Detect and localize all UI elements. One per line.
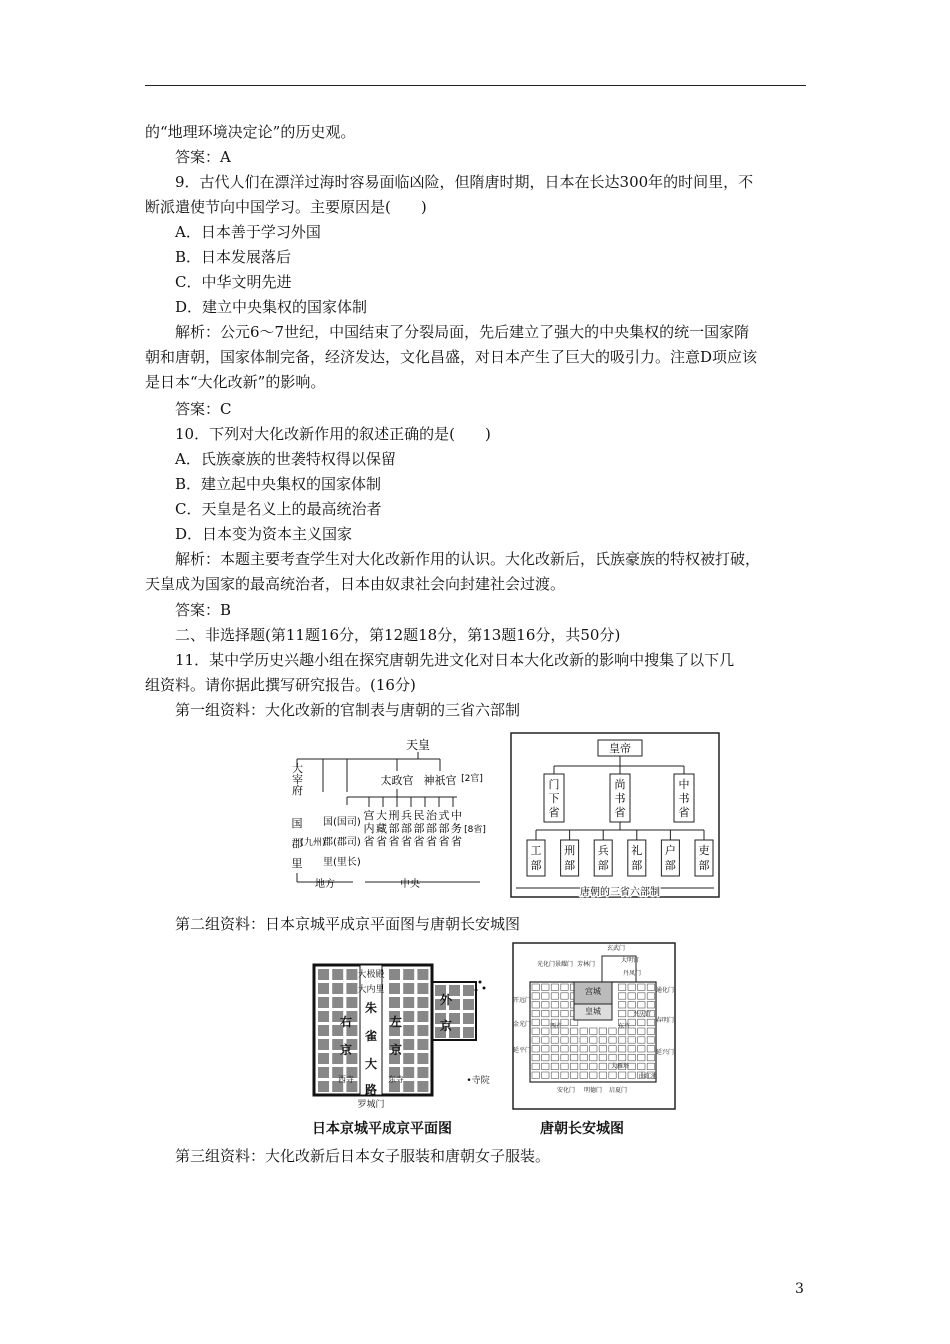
option-c: C．天皇是名义上的最高统治者 xyxy=(175,500,382,518)
ward-block xyxy=(570,1037,577,1043)
svg-text:民: 民 xyxy=(413,809,425,822)
kyushu-label: (九州) xyxy=(300,838,326,848)
ward-block xyxy=(638,1046,645,1052)
ward-block xyxy=(532,1072,539,1078)
tang-three-departments-chart xyxy=(510,732,720,900)
guanghuamen-label: 光化门 xyxy=(536,961,556,968)
ward-block xyxy=(570,1072,577,1078)
heijokyo-map xyxy=(310,960,490,1110)
dairi-label: 大内里 xyxy=(357,985,385,995)
ward-block xyxy=(599,1037,606,1043)
ward-block xyxy=(551,984,558,990)
option-a: A．日本善于学习外国 xyxy=(175,223,321,241)
ward-block xyxy=(647,1037,654,1043)
ward-block xyxy=(542,1019,549,1025)
saiji-label: 西寺 xyxy=(338,1075,354,1084)
ward-block xyxy=(551,1063,558,1069)
daijokan-label: 太政官 xyxy=(380,774,414,787)
svg-text:省: 省 xyxy=(413,835,425,848)
svg-text:部: 部 xyxy=(664,859,676,872)
ward-block xyxy=(532,1010,539,1016)
svg-text:省: 省 xyxy=(388,835,400,848)
svg-text:省: 省 xyxy=(438,835,450,848)
city-block xyxy=(417,1011,428,1022)
svg-text:部: 部 xyxy=(631,859,643,872)
ward-block xyxy=(618,1002,625,1008)
ministry-4 xyxy=(401,809,412,848)
ward-block xyxy=(618,1054,625,1060)
material-3-heading: 第三组资料：大化改新后日本女子服装和唐朝女子服装。 xyxy=(175,1147,551,1165)
ward-block xyxy=(647,1002,654,1008)
sato-label: 里 xyxy=(291,857,303,870)
ward-block xyxy=(561,1002,568,1008)
ministry-7 xyxy=(439,808,450,848)
ward-block xyxy=(590,1028,597,1034)
svg-text:省: 省 xyxy=(548,806,560,819)
analysis-line: 解析：公元6～7世纪，中国结束了分裂局面，先后建立了强大的中央集权的统一国家隋 xyxy=(175,323,750,341)
jingyaomen-label: 景耀门 xyxy=(554,961,574,968)
ministry-2 xyxy=(376,808,387,848)
daigokuden-label: 大极殿 xyxy=(357,970,385,980)
ward-block xyxy=(609,1037,616,1043)
svg-text:省: 省 xyxy=(376,835,387,848)
tonghuamen-label: 通化门 xyxy=(655,987,675,994)
suzaku-char-1: 朱 xyxy=(364,1001,378,1015)
ward-block xyxy=(551,1072,558,1078)
city-block xyxy=(318,983,329,994)
ward-block xyxy=(551,1010,558,1016)
ward-block xyxy=(628,984,635,990)
ward-block xyxy=(628,1072,635,1078)
ward-block xyxy=(618,1037,625,1043)
fanglinmen-label: 芳林门 xyxy=(576,961,596,968)
kaiyuanmen-label: 开远门 xyxy=(512,997,532,1004)
ward-block xyxy=(542,1028,549,1034)
ward-block xyxy=(542,984,549,990)
ward-block xyxy=(580,1054,587,1060)
ward-block xyxy=(609,1072,616,1078)
svg-text:部: 部 xyxy=(401,822,412,835)
svg-text:省: 省 xyxy=(451,835,462,848)
ward-block xyxy=(628,1037,635,1043)
gekyo-block xyxy=(463,1013,474,1024)
eight-sho-note: [8省] xyxy=(464,825,486,835)
city-block xyxy=(417,1025,428,1036)
ward-block xyxy=(628,1002,635,1008)
svg-text:下: 下 xyxy=(548,792,560,805)
sakyo-char-2: 京 xyxy=(389,1043,403,1057)
ward-block xyxy=(542,1054,549,1060)
city-block xyxy=(318,1067,329,1078)
gekyo-block xyxy=(463,999,474,1010)
svg-text:刑: 刑 xyxy=(564,844,576,857)
ward-block xyxy=(599,1063,606,1069)
svg-text:省: 省 xyxy=(401,835,412,848)
gekyo-block xyxy=(463,1027,474,1038)
city-block xyxy=(403,1081,414,1092)
ward-block xyxy=(599,1072,606,1078)
ward-block xyxy=(638,1028,645,1034)
ward-block xyxy=(580,1063,587,1069)
svg-text:藏: 藏 xyxy=(376,822,387,835)
city-block xyxy=(318,1011,329,1022)
ward-block xyxy=(561,993,568,999)
dongshi-label: 东市 xyxy=(617,1023,631,1030)
city-block xyxy=(389,983,400,994)
svg-text:刑: 刑 xyxy=(388,809,400,822)
ward-block xyxy=(590,1054,597,1060)
xishi-label: 西市 xyxy=(549,1023,563,1030)
ward-block xyxy=(580,1046,587,1052)
suzaku-char-2: 雀 xyxy=(364,1029,378,1043)
jinguangmen-label: 金光门 xyxy=(512,1021,532,1028)
svg-text:部: 部 xyxy=(438,822,450,835)
svg-text:式: 式 xyxy=(438,809,450,822)
ward-block xyxy=(561,1046,568,1052)
rashomon-label: 罗城门 xyxy=(357,1100,385,1110)
city-block xyxy=(417,1039,428,1050)
ward-block xyxy=(532,1063,539,1069)
ward-block xyxy=(532,1046,539,1052)
gongcheng-label: 宫城 xyxy=(585,987,601,996)
option-b: B．建立起中央集权的国家体制 xyxy=(175,475,382,493)
heijokyo-caption: 日本京城平成京平面图 xyxy=(312,1121,452,1137)
ward-block xyxy=(647,1054,654,1060)
six-ministries xyxy=(527,830,713,876)
text-line: 断派遣使节向中国学习。主要原因是( ) xyxy=(145,198,427,216)
ministry-3 xyxy=(389,808,400,848)
ward-block xyxy=(609,1028,616,1034)
svg-text:省: 省 xyxy=(426,835,437,848)
svg-text:部: 部 xyxy=(426,822,437,835)
city-block xyxy=(318,1025,329,1036)
ward-block xyxy=(638,1054,645,1060)
ward-block xyxy=(647,1063,654,1069)
text-line: 天皇成为国家的最高统治者，日本由奴隶社会向封建社会过渡。 xyxy=(145,575,566,593)
svg-text:礼: 礼 xyxy=(631,844,643,857)
city-block xyxy=(403,969,414,980)
ward-block xyxy=(561,1063,568,1069)
option-c: C．中华文明先进 xyxy=(175,273,292,291)
anhuamen-label: 安化门 xyxy=(556,1087,576,1094)
daminggong-label: 大明宫 xyxy=(620,957,640,964)
svg-text:宫: 宫 xyxy=(363,809,375,822)
ward-block xyxy=(590,1072,597,1078)
city-block xyxy=(389,969,400,980)
material-1-heading: 第一组资料：大化改新的官制表与唐朝的三省六部制 xyxy=(175,701,521,719)
city-block xyxy=(332,983,343,994)
answer-line: 答案：B xyxy=(175,601,232,619)
ward-block xyxy=(561,1054,568,1060)
ward-block xyxy=(638,1037,645,1043)
ward-block xyxy=(542,1072,549,1078)
qujiangchi-label: 曲江池 xyxy=(638,1073,658,1080)
city-block xyxy=(417,997,428,1008)
kokushi-label: 国(国司) xyxy=(323,817,361,828)
dazaifu-label: 大宰府 xyxy=(290,762,304,796)
ward-block xyxy=(590,1063,597,1069)
department-2 xyxy=(615,777,626,819)
kuni-label: 国 xyxy=(291,817,303,830)
ministry-1 xyxy=(364,808,375,848)
city-block xyxy=(417,1081,428,1092)
taika-official-system-chart xyxy=(285,737,490,895)
ward-block xyxy=(647,984,654,990)
ward-block xyxy=(542,1063,549,1069)
gun-label: 郡 xyxy=(291,837,303,850)
section-heading: 二、非选择题(第11题16分，第12题18分，第13题16分，共50分) xyxy=(175,626,621,644)
tenno-label: 天皇 xyxy=(405,738,431,752)
toji-label: 东寺 xyxy=(388,1075,404,1084)
text-line: 的“地理环境决定论”的历史观。 xyxy=(145,123,356,141)
material-2-heading: 第二组资料：日本京城平成京平面图与唐朝长安城图 xyxy=(175,915,521,933)
city-block xyxy=(346,969,357,980)
svg-text:部: 部 xyxy=(698,859,710,872)
sakyo-char-1: 左 xyxy=(389,1015,403,1029)
ward-block xyxy=(561,984,568,990)
city-block xyxy=(346,983,357,994)
text-line: 朝和唐朝，国家体制完备，经济发达，文化昌盛，对日本产生了巨大的吸引力。注意D项应该 xyxy=(145,348,758,366)
city-block xyxy=(403,1067,414,1078)
city-block xyxy=(389,997,400,1008)
text-line: 组资料。请你据此撰写研究报告。(16分) xyxy=(145,676,416,694)
question-10: 10．下列对大化改新作用的叙述正确的是( ) xyxy=(175,425,491,443)
svg-text:省: 省 xyxy=(363,835,375,848)
city-block xyxy=(417,1067,428,1078)
huangcheng-label: 皇城 xyxy=(585,1007,601,1016)
ward-block xyxy=(647,1028,654,1034)
ward-block xyxy=(638,993,645,999)
jingikan-label: 神祇官 xyxy=(423,774,457,787)
ward-block xyxy=(618,1010,625,1016)
ward-block xyxy=(618,993,625,999)
oji-char-1: 大 xyxy=(364,1057,378,1071)
ward-block xyxy=(551,1046,558,1052)
svg-text:吏: 吏 xyxy=(698,844,710,857)
ward-block xyxy=(542,1010,549,1016)
city-block xyxy=(318,1053,329,1064)
city-block xyxy=(403,1053,414,1064)
svg-text:兵: 兵 xyxy=(401,809,412,822)
ward-block xyxy=(570,1063,577,1069)
ward-block xyxy=(561,1072,568,1078)
ward-block xyxy=(561,1010,568,1016)
department-1 xyxy=(549,777,560,819)
ward-block xyxy=(590,1037,597,1043)
ward-block xyxy=(628,1046,635,1052)
svg-text:省: 省 xyxy=(614,806,626,819)
city-block xyxy=(417,983,428,994)
city-block xyxy=(417,969,428,980)
city-block xyxy=(417,1053,428,1064)
city-block xyxy=(403,1025,414,1036)
ward-block xyxy=(551,993,558,999)
svg-text:尚: 尚 xyxy=(614,778,626,791)
option-b: B．日本发展落后 xyxy=(175,248,292,266)
question-11: 11．某中学历史兴趣小组在探究唐朝先进文化对日本大化改新的影响中搜集了以下几 xyxy=(175,651,735,669)
changan-caption: 唐朝长安城图 xyxy=(540,1121,624,1137)
danfengmen-label: 丹凤门 xyxy=(622,970,642,977)
city-block xyxy=(318,997,329,1008)
ward-block xyxy=(570,1046,577,1052)
ward-block xyxy=(647,1046,654,1052)
ward-block xyxy=(599,1046,606,1052)
svg-text:中: 中 xyxy=(678,778,690,791)
city-block xyxy=(346,997,357,1008)
city-block xyxy=(318,969,329,980)
ward-block xyxy=(532,993,539,999)
gekyo-char-1: 外 xyxy=(439,993,453,1007)
question-9: 9．古代人们在漂洋过海时容易面临凶险，但隋唐时期，日本在长达300年的时间里，不 xyxy=(175,173,754,191)
yanpingmen-label: 延平门 xyxy=(512,1047,532,1054)
ward-block xyxy=(628,993,635,999)
svg-text:部: 部 xyxy=(564,859,576,872)
ward-block xyxy=(561,1037,568,1043)
ward-block xyxy=(638,1002,645,1008)
svg-text:工: 工 xyxy=(530,844,542,857)
gunji-label: 郡(郡司) xyxy=(323,837,361,848)
mingdemen-label: 明德门 xyxy=(583,1087,603,1094)
ministry-5 xyxy=(414,809,425,848)
text-line: 是日本“大化改新”的影响。 xyxy=(145,373,326,391)
ward-block xyxy=(532,1002,539,1008)
ward-block xyxy=(570,1054,577,1060)
svg-text:户: 户 xyxy=(664,844,676,857)
gekyo-block xyxy=(463,985,474,996)
ward-block xyxy=(609,1054,616,1060)
emperor-label: 皇帝 xyxy=(609,742,631,755)
svg-text:兵: 兵 xyxy=(597,844,609,857)
ward-block xyxy=(628,1054,635,1060)
svg-text:书: 书 xyxy=(614,792,626,805)
ward-block xyxy=(532,1019,539,1025)
ward-block xyxy=(647,993,654,999)
city-block xyxy=(403,1039,414,1050)
ward-block xyxy=(590,1046,597,1052)
svg-text:部: 部 xyxy=(388,822,400,835)
central-label: 中央 xyxy=(400,879,420,890)
ward-block xyxy=(532,1037,539,1043)
changan-map xyxy=(512,942,676,1110)
answer-line: 答案：A xyxy=(175,148,231,166)
analysis-line: 解析：本题主要考查学生对大化改新作用的认识。大化改新后，氏族豪族的特权被打破， xyxy=(175,550,761,568)
svg-text:部: 部 xyxy=(413,822,425,835)
svg-text:中: 中 xyxy=(451,809,462,822)
gekyo-char-2: 京 xyxy=(439,1019,453,1033)
page-number: 3 xyxy=(795,1281,804,1297)
dayanta-label: 大雁塔 xyxy=(610,1063,630,1070)
ukyo-char-1: 右 xyxy=(339,1015,353,1029)
svg-text:务: 务 xyxy=(451,822,462,835)
header-rule xyxy=(145,85,806,86)
svg-text:省: 省 xyxy=(678,806,690,819)
tang-chart-caption: 唐朝的三省六部制 xyxy=(580,887,660,898)
ward-block xyxy=(580,1028,587,1034)
ward-block xyxy=(609,1046,616,1052)
city-block xyxy=(318,1081,329,1092)
svg-text:部: 部 xyxy=(530,859,542,872)
ward-block xyxy=(542,993,549,999)
ward-block xyxy=(580,1072,587,1078)
xingqinggong-label: 兴庆宫 xyxy=(632,1011,652,1018)
ward-block xyxy=(532,984,539,990)
oji-char-2: 路 xyxy=(364,1083,378,1097)
svg-text:内: 内 xyxy=(363,822,375,835)
ministry-8 xyxy=(451,808,462,848)
option-d: D．建立中央集权的国家体制 xyxy=(175,298,368,316)
ward-block xyxy=(580,1037,587,1043)
local-label: 地方 xyxy=(315,879,335,890)
yanxingmen-label: 延兴门 xyxy=(655,1049,675,1056)
city-block xyxy=(332,997,343,1008)
richo-label: 里(里长) xyxy=(323,857,361,868)
ward-block xyxy=(542,1002,549,1008)
ward-block xyxy=(551,1002,558,1008)
svg-text:大: 大 xyxy=(376,809,387,822)
ward-block xyxy=(551,1037,558,1043)
svg-text:书: 书 xyxy=(678,792,690,805)
city-block xyxy=(332,969,343,980)
option-d: D．日本变为资本主义国家 xyxy=(175,525,353,543)
ward-block xyxy=(532,1054,539,1060)
ward-block xyxy=(570,1028,577,1034)
ward-block xyxy=(618,1072,625,1078)
ward-block xyxy=(532,1028,539,1034)
city-block xyxy=(403,1011,414,1022)
ministry-6 xyxy=(426,809,438,848)
city-block xyxy=(403,997,414,1008)
answer-line: 答案：C xyxy=(175,400,232,418)
svg-text:治: 治 xyxy=(426,809,437,822)
ward-block xyxy=(628,1063,635,1069)
ward-block xyxy=(599,1028,606,1034)
ward-block xyxy=(551,1054,558,1060)
ward-block xyxy=(647,1019,654,1025)
ward-block xyxy=(542,1046,549,1052)
svg-text:门: 门 xyxy=(548,778,560,791)
two-kan-note: [2官] xyxy=(461,774,483,784)
department-3 xyxy=(679,777,690,819)
qixiamen-label: 启夏门 xyxy=(608,1087,628,1094)
temple-legend: •寺院 xyxy=(466,1076,490,1086)
three-departments xyxy=(544,774,694,822)
ministry-list xyxy=(364,808,463,848)
city-block xyxy=(318,1039,329,1050)
option-a: A．氏族豪族的世袭特权得以保留 xyxy=(175,450,396,468)
ward-block xyxy=(638,1063,645,1069)
ward-block xyxy=(599,1054,606,1060)
ukyo-char-2: 京 xyxy=(339,1043,353,1057)
ward-block xyxy=(638,1019,645,1025)
ward-block xyxy=(618,1046,625,1052)
xuanwumen-label: 玄武门 xyxy=(606,945,626,952)
ward-block xyxy=(638,984,645,990)
chunmingmen-label: 春明门 xyxy=(655,1017,675,1024)
ward-block xyxy=(618,984,625,990)
ward-block xyxy=(542,1037,549,1043)
svg-text:部: 部 xyxy=(597,859,609,872)
city-block xyxy=(403,983,414,994)
